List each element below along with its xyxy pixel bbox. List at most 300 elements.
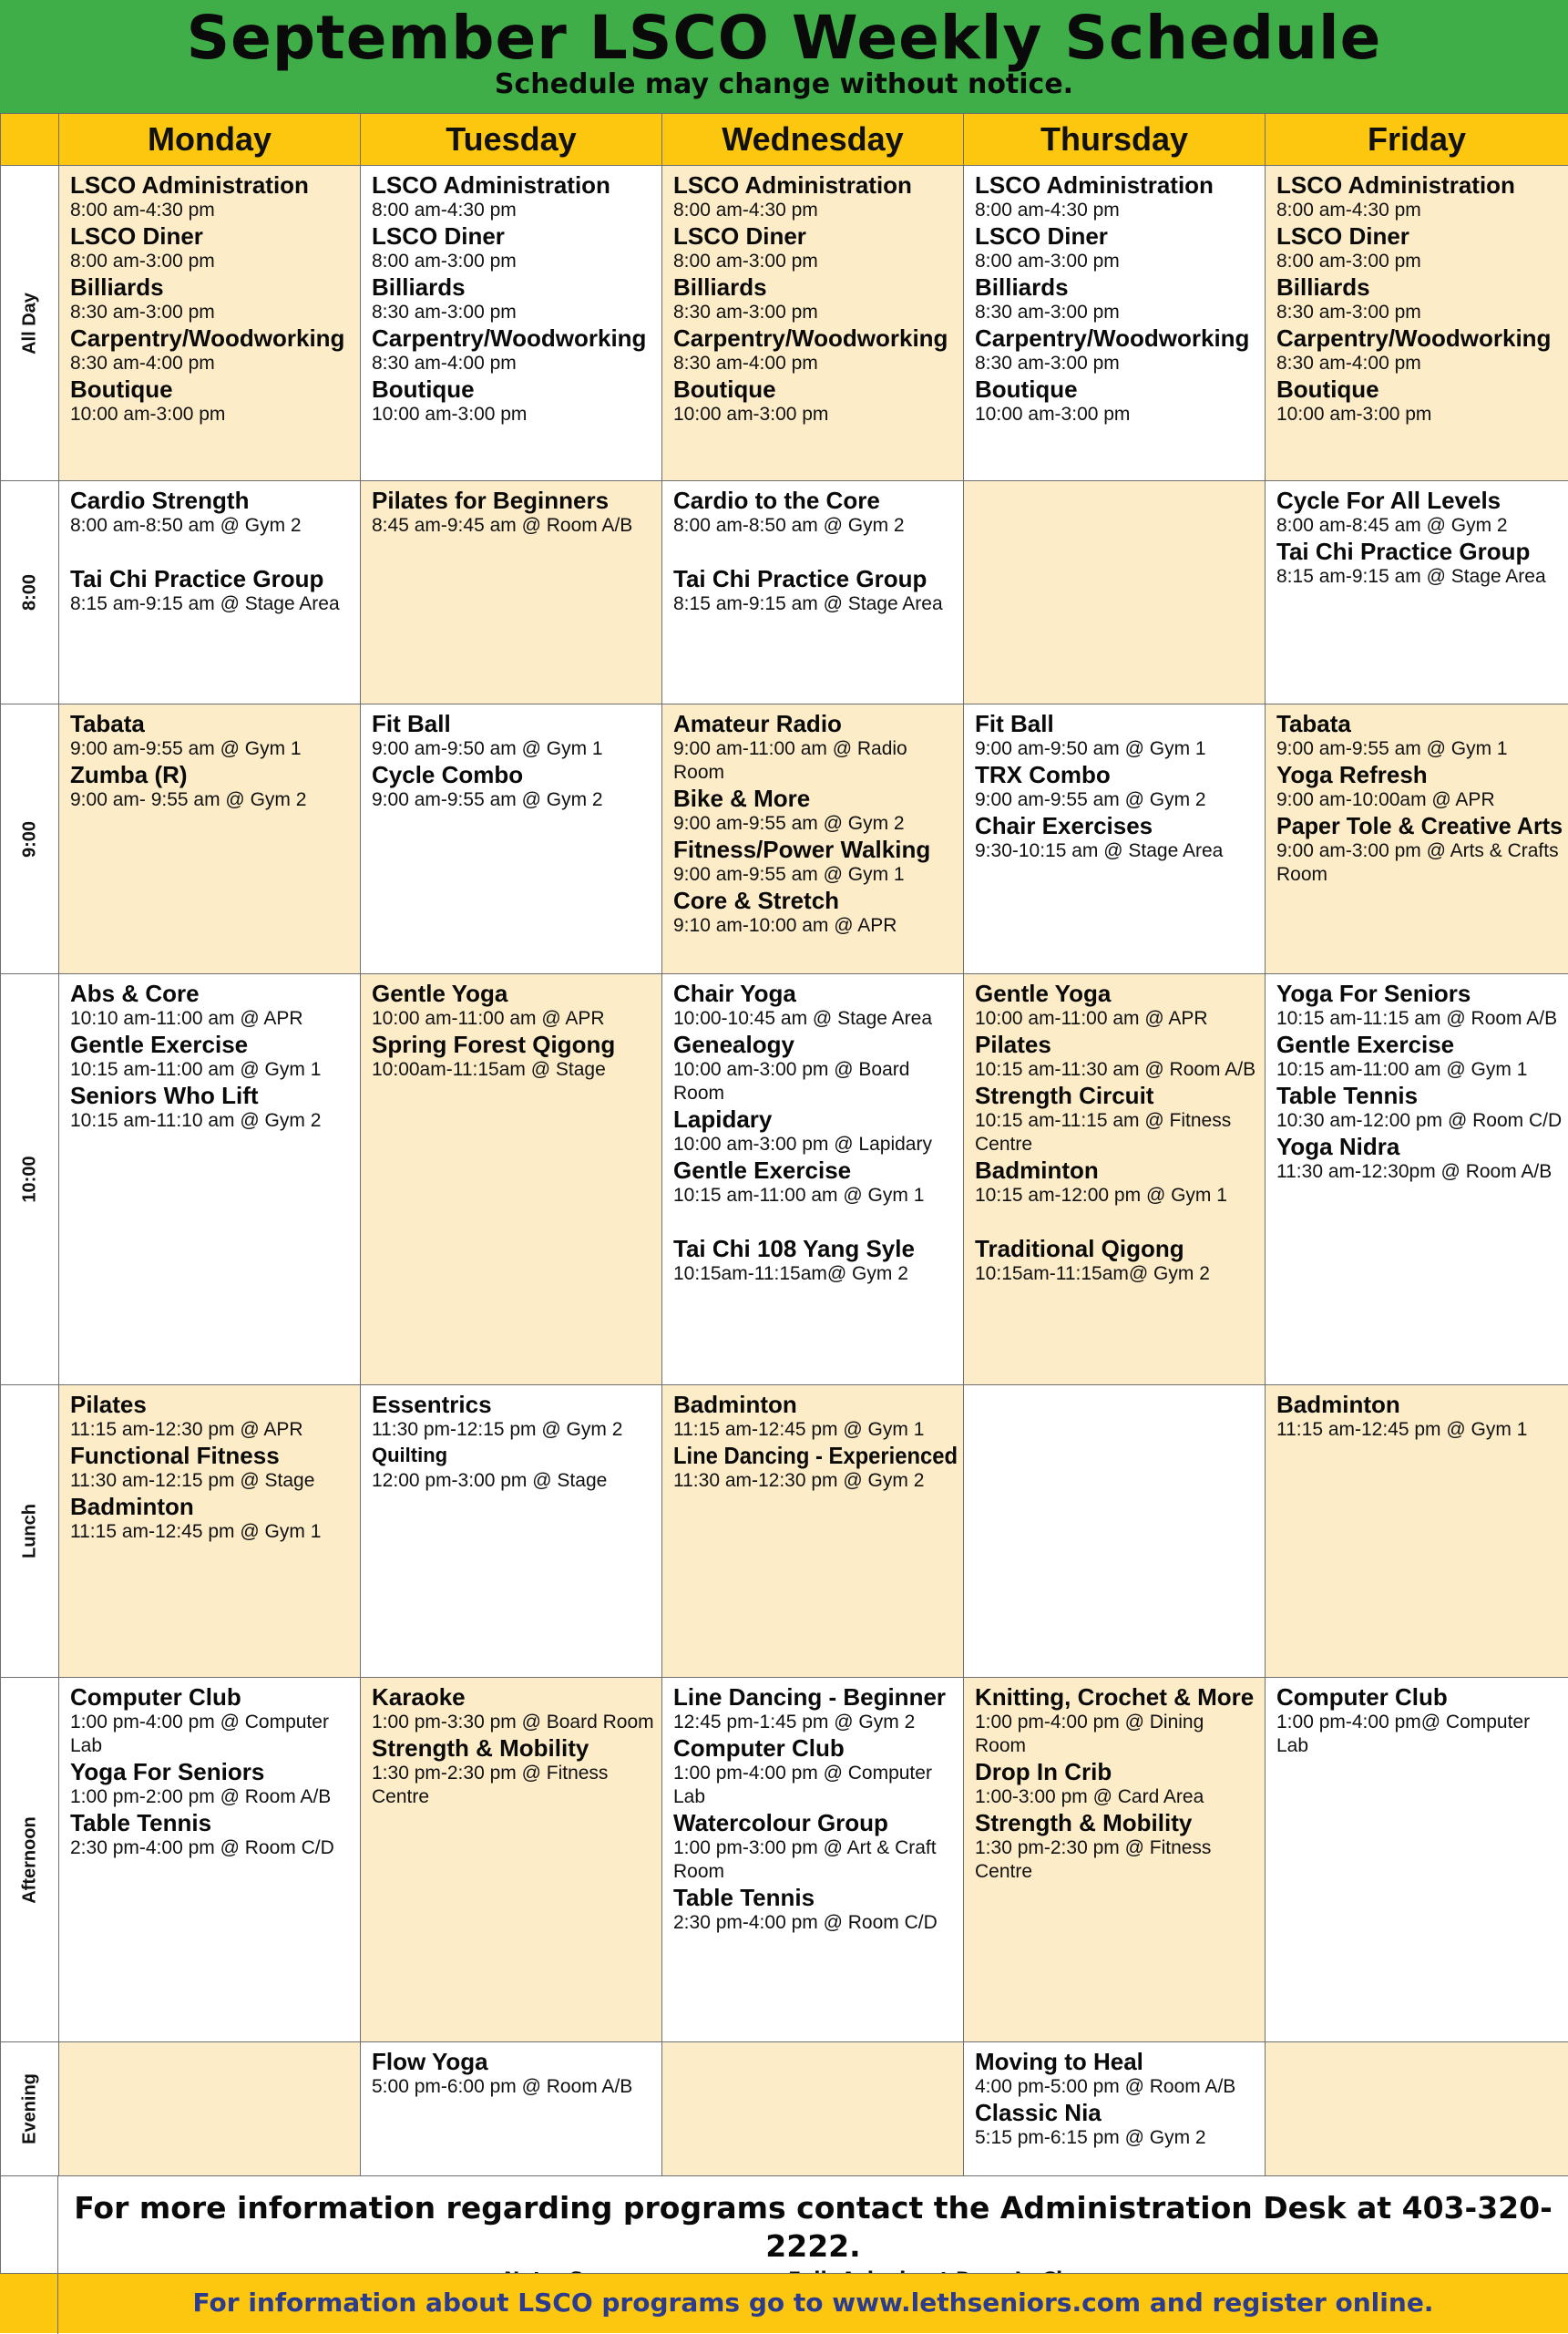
program-entry (1276, 1683, 1563, 1758)
program-name: Tabata (70, 710, 145, 737)
program-time: 10:00-10:45 am @ Stage Area (673, 1008, 933, 1029)
program-name: Boutique (372, 375, 475, 403)
program-name: Badminton (1276, 1391, 1400, 1418)
program-entry (1276, 171, 1563, 222)
program-name: Chair Exercises (975, 812, 1153, 839)
program-name: Line Dancing - Experienced (673, 1442, 958, 1469)
program-time: 1:30 pm-2:30 pm @ Fitness Centre (372, 1763, 609, 1807)
program-name: Cardio Strength (70, 487, 250, 514)
program-time: 10:15am-11:15am@ Gym 2 (975, 1263, 1210, 1284)
row-label-9-00 (0, 704, 59, 974)
program-entry (70, 1683, 354, 1758)
program-time: 10:00 am-11:00 am @ APR (372, 1008, 605, 1029)
program-entry (1276, 710, 1563, 761)
program-name: LSCO Administration (70, 171, 309, 199)
program-name: Essentrics (372, 1391, 492, 1418)
program-time: 1:00 pm-4:00 pm@ Computer Lab (1276, 1712, 1531, 1756)
program-time: 8:15 am-9:15 am @ Stage Area (70, 593, 340, 614)
program-name: Fit Ball (372, 710, 451, 737)
program-entry (673, 1157, 958, 1208)
program-entry (372, 1442, 656, 1493)
program-name: LSCO Diner (975, 222, 1108, 250)
program-entry (372, 273, 656, 324)
program-name: Functional Fitness (70, 1442, 280, 1469)
program-time: 8:00 am-3:00 pm (372, 251, 517, 272)
program-entry (1276, 812, 1563, 887)
program-time: 8:15 am-9:15 am @ Stage Area (1276, 566, 1546, 587)
program-time: 12:45 pm-1:45 pm @ Gym 2 (673, 1712, 916, 1733)
program-time: 8:00 am-8:45 am @ Gym 2 (1276, 515, 1508, 536)
program-entry (975, 1082, 1259, 1157)
program-entry (70, 1809, 354, 1860)
program-time: 1:00 pm-4:00 pm @ Dining Room (975, 1712, 1204, 1756)
schedule-cell-thursday-all-day (963, 165, 1266, 481)
program-entry (1276, 1082, 1563, 1133)
program-time: 11:30 pm-12:15 pm @ Gym 2 (372, 1419, 623, 1440)
program-time: 1:30 pm-2:30 pm @ Fitness Centre (975, 1837, 1212, 1882)
program-name: LSCO Administration (372, 171, 610, 199)
program-name: Cycle For All Levels (1276, 487, 1501, 514)
program-entry (70, 1031, 354, 1082)
spacer (673, 1208, 958, 1235)
program-entry (70, 1758, 354, 1809)
program-time: 8:30 am-3:00 pm (975, 353, 1120, 374)
schedule-cell-thursday-8-00 (963, 480, 1266, 704)
program-time: 10:00 am-3:00 pm @ Lapidary (673, 1134, 932, 1155)
program-entry (372, 1683, 656, 1734)
row-label-10-00 (0, 973, 59, 1385)
schedule-cell-tuesday-afternoon (360, 1677, 662, 2042)
page-subtitle: Schedule may change without notice. (494, 68, 1074, 100)
program-time: 8:00 am-4:30 pm (975, 200, 1120, 221)
program-time: 8:30 am-3:00 pm (975, 302, 1120, 323)
program-time: 11:30 am-12:30pm @ Room A/B (1276, 1161, 1553, 1182)
schedule-cell-friday-afternoon (1265, 1677, 1568, 2042)
day-header-monday: Monday (58, 113, 361, 166)
program-entry (372, 761, 656, 812)
program-name: Core & Stretch (673, 887, 840, 914)
program-time: 9:00 am-9:55 am @ Gym 2 (975, 789, 1206, 810)
program-time: 8:30 am-3:00 pm (1276, 302, 1421, 323)
schedule-cell-thursday-afternoon (963, 1677, 1266, 2042)
program-entry (673, 710, 958, 785)
schedule-cell-wednesday-afternoon (661, 1677, 964, 2042)
program-time: 8:30 am-4:00 pm (372, 353, 517, 374)
schedule-header (0, 0, 1568, 113)
program-time: 9:00 am-9:55 am @ Gym 1 (1276, 738, 1508, 759)
row-label-text: Lunch (19, 1504, 39, 1558)
program-name: Gentle Exercise (673, 1157, 852, 1184)
program-entry (1276, 487, 1563, 538)
program-entry (70, 1391, 354, 1442)
program-entry (673, 980, 958, 1031)
program-name: Carpentry/Woodworking (975, 324, 1250, 352)
program-name: Strength & Mobility (975, 1809, 1193, 1836)
program-time: 11:15 am-12:45 pm @ Gym 1 (70, 1521, 322, 1542)
program-time: 10:00 am-3:00 pm (372, 404, 528, 425)
program-time: 1:00 pm-2:00 pm @ Room A/B (70, 1786, 332, 1807)
program-name: Genealogy (673, 1031, 794, 1058)
row-label-all-day (0, 165, 59, 481)
program-name: Carpentry/Woodworking (372, 324, 647, 352)
row-label-lunch (0, 1384, 59, 1678)
program-name: Badminton (975, 1157, 1099, 1184)
program-time: 12:00 pm-3:00 pm @ Stage (372, 1470, 608, 1491)
program-time: 10:15am-11:15am@ Gym 2 (673, 1263, 908, 1284)
program-time: 8:00 am-4:30 pm (673, 200, 818, 221)
program-name: Boutique (673, 375, 776, 403)
program-time: 8:30 am-4:00 pm (673, 353, 818, 374)
program-entry (372, 222, 656, 273)
program-time: 8:00 am-4:30 pm (70, 200, 215, 221)
program-entry (975, 1157, 1259, 1208)
program-name: Chair Yoga (673, 980, 796, 1007)
program-entry (1276, 538, 1563, 589)
program-entry (975, 1758, 1259, 1809)
program-time: 11:30 am-12:15 pm @ Stage (70, 1470, 315, 1491)
program-entry (70, 324, 354, 375)
schedule-cell-monday-lunch (58, 1384, 361, 1678)
program-entry (673, 222, 958, 273)
program-name: Tai Chi Practice Group (673, 565, 927, 592)
schedule-cell-wednesday-all-day (661, 165, 964, 481)
program-entry (673, 487, 958, 538)
program-entry (975, 1683, 1259, 1758)
program-entry (673, 887, 958, 938)
program-name: Seniors Who Lift (70, 1082, 259, 1109)
program-entry (673, 1734, 958, 1809)
program-name: Table Tennis (70, 1809, 212, 1836)
program-entry (673, 1031, 958, 1105)
schedule-cell-monday-afternoon (58, 1677, 361, 2042)
program-time: 10:00 am-3:00 pm @ Board Room (673, 1059, 910, 1104)
program-name: Spring Forest Qigong (372, 1031, 616, 1058)
program-time: 2:30 pm-4:00 pm @ Room C/D (673, 1912, 938, 1933)
program-name: Tai Chi 108 Yang Syle (673, 1235, 915, 1262)
program-time: 1:00 pm-4:00 pm @ Computer Lab (70, 1712, 329, 1756)
program-time: 10:15 am-11:15 am @ Fitness Centre (975, 1110, 1232, 1155)
register-banner (0, 2273, 1568, 2333)
page-title: September LSCO Weekly Schedule (186, 3, 1382, 73)
program-time: 9:00 am-9:50 am @ Gym 1 (372, 738, 603, 759)
program-name: Badminton (70, 1493, 194, 1520)
program-name: Flow Yoga (372, 2048, 488, 2075)
schedule-cell-thursday-10-00 (963, 973, 1266, 1385)
row-label-evening (0, 2041, 59, 2176)
program-name: Carpentry/Woodworking (70, 324, 345, 352)
program-name: Quilting (372, 1444, 448, 1466)
program-name: Carpentry/Woodworking (1276, 324, 1552, 352)
program-name: Pilates (975, 1031, 1051, 1058)
schedule-cell-monday-10-00 (58, 973, 361, 1385)
schedule-cell-friday-lunch (1265, 1384, 1568, 1678)
program-name: Billiards (70, 273, 164, 301)
program-name: Cycle Combo (372, 761, 524, 788)
program-time: 8:00 am-3:00 pm (70, 251, 215, 272)
program-name: Drop In Crib (975, 1758, 1112, 1785)
program-time: 10:15 am-11:00 am @ Gym 1 (1276, 1059, 1528, 1080)
program-name: LSCO Diner (70, 222, 203, 250)
program-name: Strength & Mobility (372, 1734, 589, 1762)
program-name: Boutique (1276, 375, 1379, 403)
program-entry (70, 1442, 354, 1493)
row-label-text: Evening (19, 2073, 39, 2144)
program-time: 5:15 pm-6:15 pm @ Gym 2 (975, 2127, 1206, 2148)
program-entry (70, 710, 354, 761)
day-header-friday: Friday (1265, 113, 1568, 166)
program-entry (70, 375, 354, 427)
schedule-cell-wednesday-8-00 (661, 480, 964, 704)
program-entry (975, 273, 1259, 324)
program-entry (673, 1442, 958, 1493)
row-label-8-00 (0, 480, 59, 704)
program-entry (1276, 761, 1563, 812)
spacer (70, 538, 354, 565)
program-entry (975, 375, 1259, 427)
program-name: TRX Combo (975, 761, 1111, 788)
schedule-cell-monday-8-00 (58, 480, 361, 704)
program-time: 11:30 am-12:30 pm @ Gym 2 (673, 1470, 925, 1491)
schedule-cell-friday-10-00 (1265, 973, 1568, 1385)
row-label-text: 8:00 (19, 573, 39, 612)
program-entry (372, 171, 656, 222)
program-entry (673, 273, 958, 324)
program-name: Gentle Exercise (1276, 1031, 1455, 1058)
program-name: Karaoke (372, 1683, 466, 1711)
schedule-cell-tuesday-all-day (360, 165, 662, 481)
program-time: 8:30 am-3:00 pm (372, 302, 517, 323)
program-time: 10:15 am-11:15 am @ Room A/B (1276, 1008, 1558, 1029)
program-entry (372, 2048, 656, 2099)
program-name: LSCO Administration (975, 171, 1214, 199)
program-time: 10:00 am-3:00 pm (975, 404, 1131, 425)
schedule-cell-friday-evening (1265, 2041, 1568, 2176)
row-label-text: All Day (19, 292, 39, 355)
program-time: 8:00 am-4:30 pm (372, 200, 517, 221)
program-name: Billiards (975, 273, 1069, 301)
program-name: Yoga Refresh (1276, 761, 1428, 788)
program-name: Fitness/Power Walking (673, 836, 931, 863)
program-time: 8:30 am-4:00 pm (70, 353, 215, 374)
program-name: Fit Ball (975, 710, 1054, 737)
program-entry (1276, 222, 1563, 273)
day-header-thursday: Thursday (963, 113, 1266, 166)
program-time: 10:15 am-11:00 am @ Gym 1 (70, 1059, 322, 1080)
program-time: 8:00 am-4:30 pm (1276, 200, 1421, 221)
program-name: Amateur Radio (673, 710, 842, 737)
program-name: Tai Chi Practice Group (1276, 538, 1531, 565)
program-name: Line Dancing - Beginner (673, 1683, 947, 1711)
program-entry (673, 1235, 958, 1286)
program-name: Gentle Exercise (70, 1031, 249, 1058)
program-name: Paper Tole & Creative Arts (1276, 812, 1563, 839)
program-entry (975, 2048, 1259, 2099)
program-entry (372, 980, 656, 1031)
program-time: 8:45 am-9:45 am @ Room A/B (372, 515, 633, 536)
schedule-cell-wednesday-10-00 (661, 973, 964, 1385)
program-time: 1:00 pm-3:30 pm @ Board Room (372, 1712, 654, 1733)
program-time: 9:00 am- 9:55 am @ Gym 2 (70, 789, 307, 810)
program-name: Strength Circuit (975, 1082, 1154, 1109)
program-time: 10:00 am-11:00 am @ APR (975, 1008, 1208, 1029)
program-entry (70, 761, 354, 812)
schedule-cell-tuesday-9-00 (360, 704, 662, 974)
program-time: 1:00-3:00 pm @ Card Area (975, 1786, 1204, 1807)
program-entry (673, 1809, 958, 1884)
program-entry (372, 1031, 656, 1082)
program-time: 10:15 am-12:00 pm @ Gym 1 (975, 1185, 1227, 1206)
program-name: Billiards (372, 273, 466, 301)
schedule-cell-friday-9-00 (1265, 704, 1568, 974)
program-entry (372, 1391, 656, 1442)
program-entry (975, 1031, 1259, 1082)
program-time: 10:15 am-11:30 am @ Room A/B (975, 1059, 1256, 1080)
program-name: Table Tennis (1276, 1082, 1419, 1109)
program-entry (1276, 1031, 1563, 1082)
banner-spacer (0, 2274, 58, 2334)
program-name: Cardio to the Core (673, 487, 880, 514)
spacer (975, 1208, 1259, 1235)
schedule-cell-friday-all-day (1265, 165, 1568, 481)
program-name: Computer Club (673, 1734, 845, 1762)
program-entry (70, 487, 354, 538)
program-entry (975, 324, 1259, 375)
program-name: Tabata (1276, 710, 1351, 737)
program-time: 9:00 am-9:55 am @ Gym 1 (70, 738, 302, 759)
program-entry (975, 1235, 1259, 1286)
program-entry (975, 980, 1259, 1031)
program-name: Yoga For Seniors (1276, 980, 1471, 1007)
program-entry (70, 565, 354, 616)
program-time: 2:30 pm-4:00 pm @ Room C/D (70, 1837, 334, 1858)
program-name: LSCO Administration (1276, 171, 1515, 199)
program-entry (673, 1391, 958, 1442)
program-entry (673, 565, 958, 616)
schedule-cell-monday-9-00 (58, 704, 361, 974)
day-header-tuesday: Tuesday (360, 113, 662, 166)
program-entry (975, 1809, 1259, 1884)
program-time: 11:15 am-12:45 pm @ Gym 1 (673, 1419, 925, 1440)
program-entry (70, 222, 354, 273)
program-entry (372, 487, 656, 538)
program-name: Billiards (673, 273, 767, 301)
program-name: Classic Nia (975, 2099, 1102, 2126)
program-entry (372, 375, 656, 427)
program-entry (673, 324, 958, 375)
program-time: 10:15 am-11:00 am @ Gym 1 (673, 1185, 925, 1206)
program-name: Traditional Qigong (975, 1235, 1184, 1262)
program-name: Carpentry/Woodworking (673, 324, 948, 352)
program-entry (975, 222, 1259, 273)
program-time: 4:00 pm-5:00 pm @ Room A/B (975, 2076, 1236, 2097)
schedule-cell-tuesday-8-00 (360, 480, 662, 704)
program-name: Yoga For Seniors (70, 1758, 265, 1785)
program-name: Lapidary (673, 1105, 773, 1133)
program-time: 5:00 pm-6:00 pm @ Room A/B (372, 2076, 633, 2097)
program-time: 9:00 am-9:55 am @ Gym 2 (372, 789, 603, 810)
program-time: 8:00 am-3:00 pm (975, 251, 1120, 272)
program-entry (673, 785, 958, 836)
program-entry (1276, 375, 1563, 427)
program-entry (975, 710, 1259, 761)
program-time: 8:30 am-4:00 pm (1276, 353, 1421, 374)
contact-footer (57, 2175, 1568, 2273)
program-entry (70, 1082, 354, 1133)
program-name: Gentle Yoga (372, 980, 508, 1007)
program-name: Moving to Heal (975, 2048, 1143, 2075)
program-name: Bike & More (673, 785, 811, 812)
program-entry (372, 1734, 656, 1809)
program-name: Pilates (70, 1391, 147, 1418)
program-time: 8:00 am-8:50 am @ Gym 2 (673, 515, 905, 536)
program-name: Boutique (975, 375, 1078, 403)
program-name: Computer Club (70, 1683, 241, 1711)
program-time: 9:00 am-11:00 am @ Radio Room (673, 738, 907, 783)
row-label-text: Afternoon (19, 1815, 39, 1904)
row-label-text: 9:00 (19, 820, 39, 858)
schedule-cell-wednesday-9-00 (661, 704, 964, 974)
program-time: 9:00 am-9:55 am @ Gym 2 (673, 813, 905, 834)
program-entry (1276, 1133, 1563, 1184)
schedule-cell-wednesday-lunch (661, 1384, 964, 1678)
program-name: Computer Club (1276, 1683, 1448, 1711)
program-name: Gentle Yoga (975, 980, 1112, 1007)
program-time: 8:00 am-3:00 pm (673, 251, 818, 272)
program-entry (673, 836, 958, 887)
program-name: Boutique (70, 375, 173, 403)
program-name: Badminton (673, 1391, 797, 1418)
program-name: Table Tennis (673, 1884, 815, 1911)
register-text: For information about LSCO programs go to www.lethseniors.com and register online. (192, 2288, 1434, 2318)
program-entry (1276, 980, 1563, 1031)
program-time: 10:00 am-3:00 pm (1276, 404, 1432, 425)
schedule-cell-monday-all-day (58, 165, 361, 481)
program-time: 1:00 pm-3:00 pm @ Art & Craft Room (673, 1837, 937, 1882)
program-name: Tai Chi Practice Group (70, 565, 324, 592)
program-entry (673, 1884, 958, 1935)
schedule-cell-tuesday-lunch (360, 1384, 662, 1678)
program-time: 8:30 am-3:00 pm (673, 302, 818, 323)
program-time: 9:30-10:15 am @ Stage Area (975, 840, 1224, 861)
program-entry (673, 375, 958, 427)
schedule-cell-wednesday-evening (661, 2041, 964, 2176)
program-name: Abs & Core (70, 980, 200, 1007)
schedule-cell-thursday-9-00 (963, 704, 1266, 974)
schedule-cell-tuesday-evening (360, 2041, 662, 2176)
program-entry (70, 1493, 354, 1544)
schedule-cell-tuesday-10-00 (360, 973, 662, 1385)
program-time: 9:00 am-3:00 pm @ Arts & Crafts Room (1276, 840, 1559, 885)
program-name: LSCO Diner (372, 222, 505, 250)
schedule-cell-monday-evening (58, 2041, 361, 2176)
program-time: 9:00 am-10:00am @ APR (1276, 789, 1495, 810)
program-time: 9:10 am-10:00 am @ APR (673, 915, 897, 936)
program-time: 8:00 am-3:00 pm (1276, 251, 1421, 272)
program-time: 10:15 am-11:10 am @ Gym 2 (70, 1110, 322, 1131)
row-label-text: 10:00 (19, 1156, 39, 1203)
program-name: Watercolour Group (673, 1809, 888, 1836)
program-entry (975, 761, 1259, 812)
day-header-wednesday: Wednesday (661, 113, 964, 166)
program-name: LSCO Administration (673, 171, 912, 199)
program-name: Pilates for Beginners (372, 487, 610, 514)
program-name: Zumba (R) (70, 761, 188, 788)
contact-text: For more information regarding programs contact the Administration Desk at 403-320-2222. (74, 2190, 1553, 2264)
program-time: 10:30 am-12:00 pm @ Room C/D (1276, 1110, 1563, 1131)
program-entry (372, 710, 656, 761)
program-time: 10:00 am-3:00 pm (673, 404, 829, 425)
spacer (673, 538, 958, 565)
